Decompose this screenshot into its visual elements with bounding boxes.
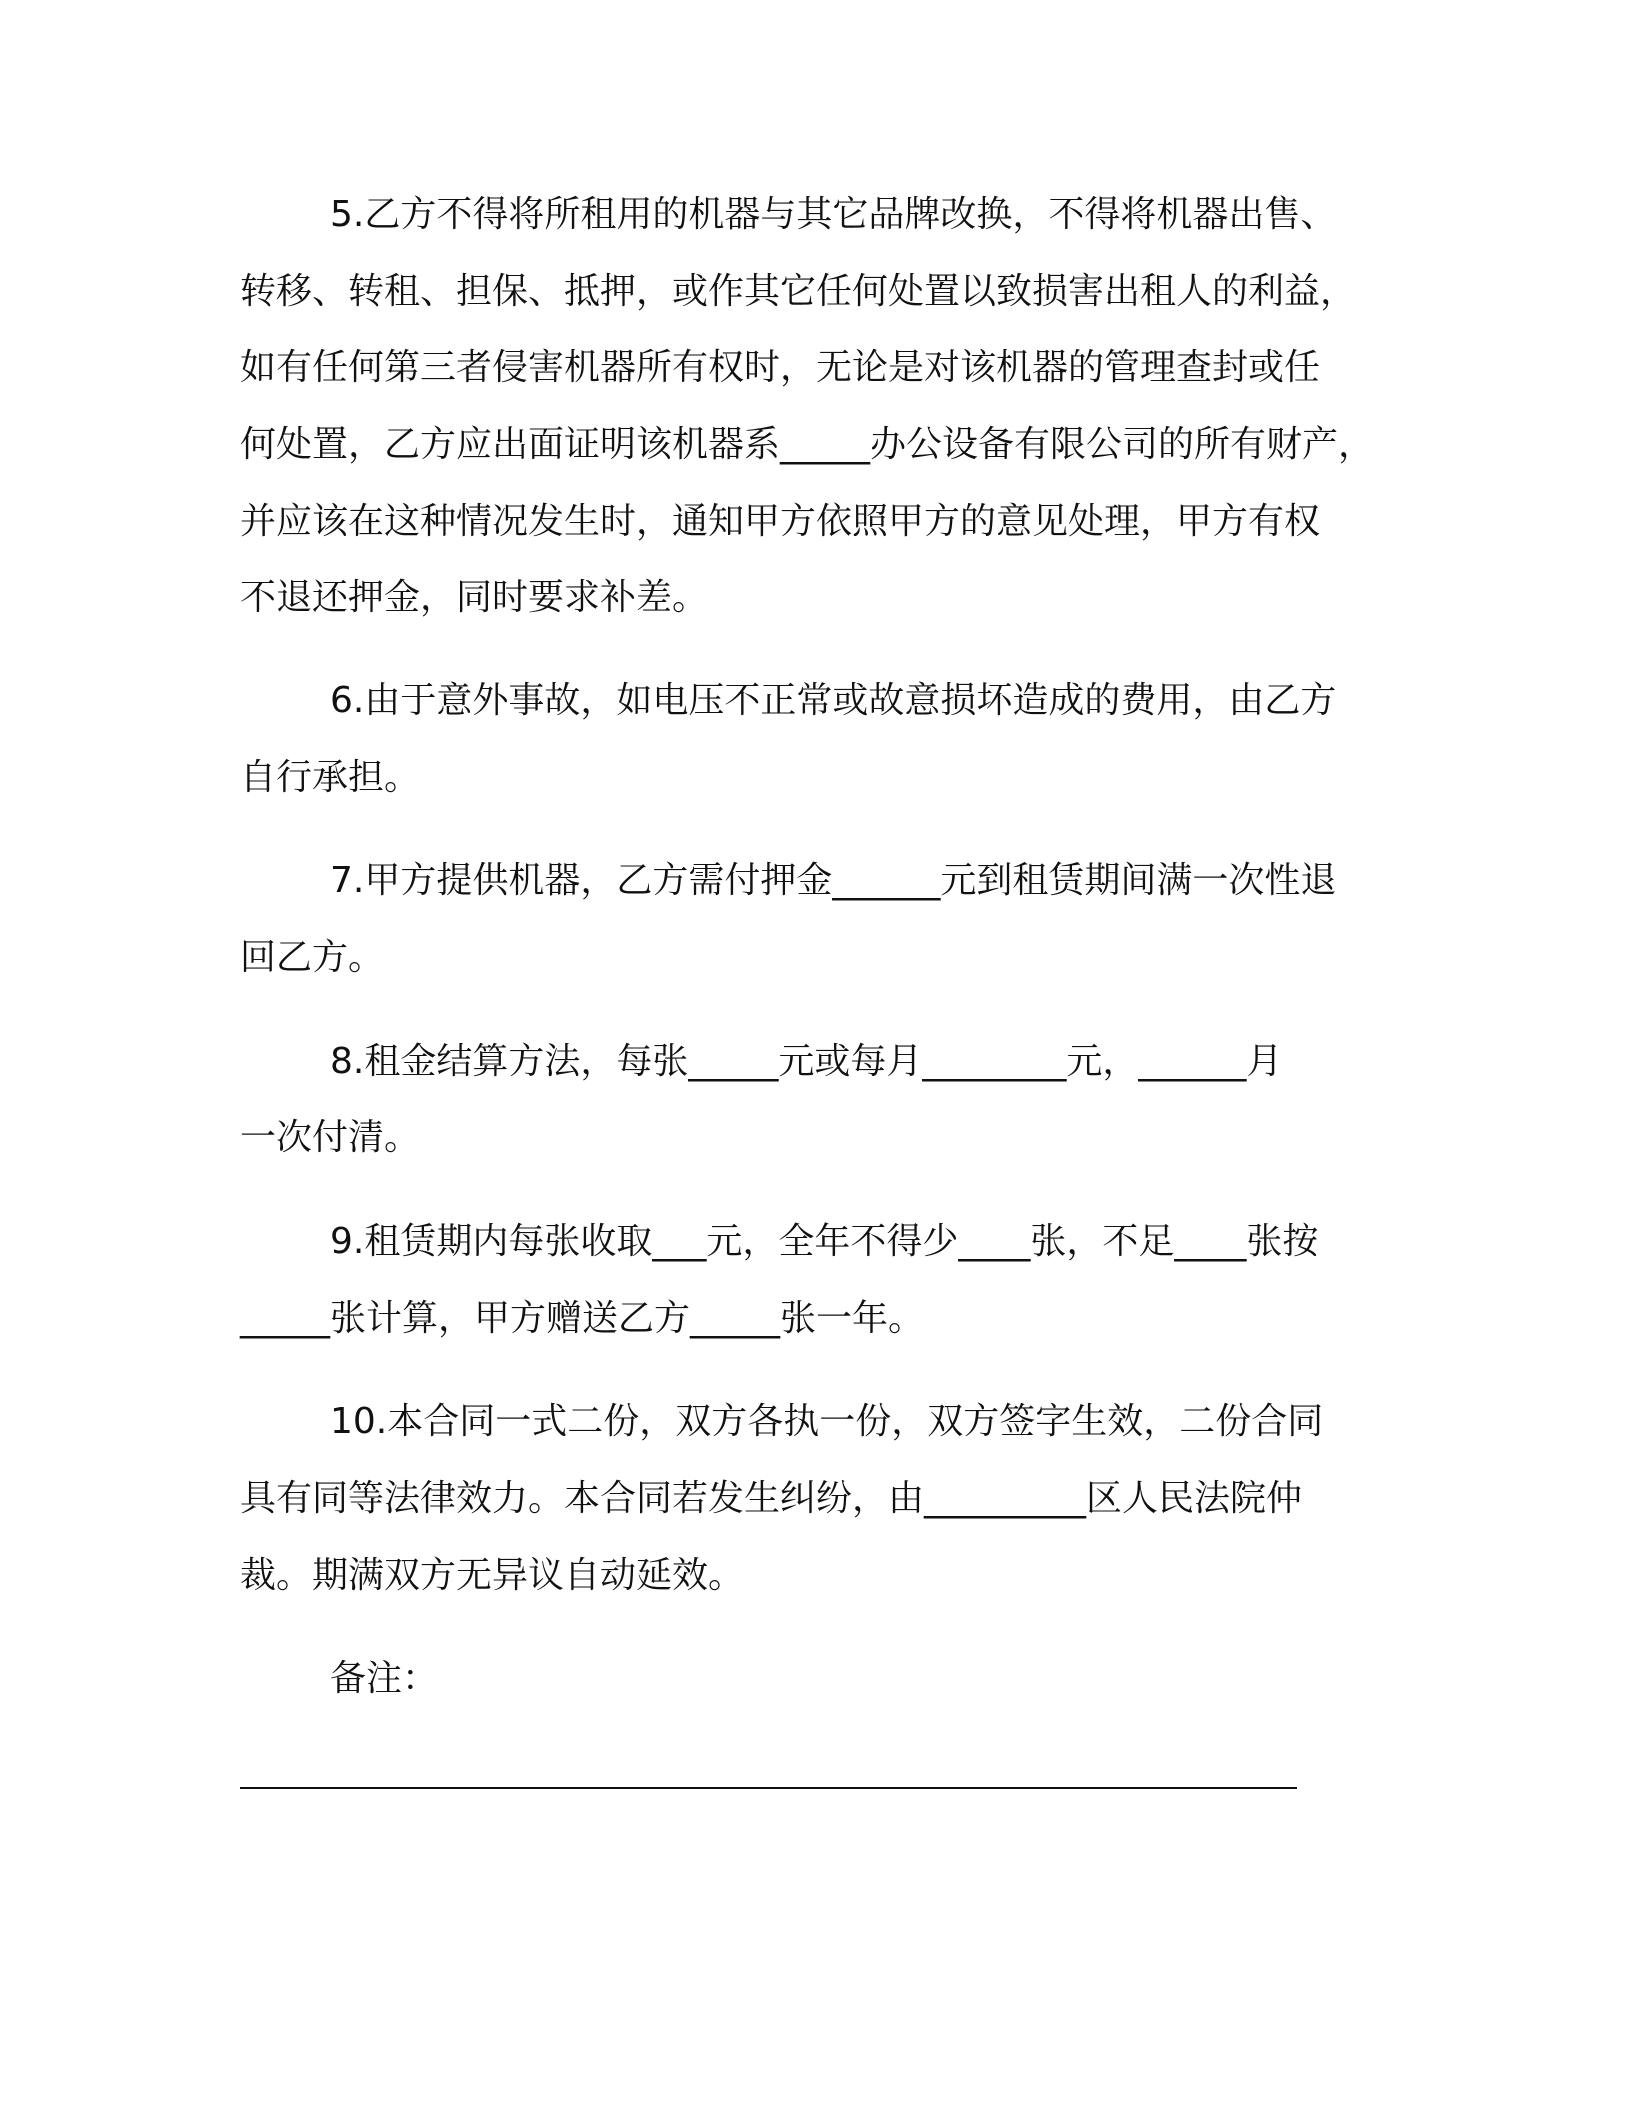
clause-10-line-1: 10.本合同一式二份，双方各执一份，双方签字生效，二份合同 [330, 1401, 1324, 1442]
clause-6-line-2: 自行承担。 [240, 757, 421, 798]
clause-10-line-3: 裁。期满双方无异议自动延效。 [240, 1555, 745, 1596]
remarks-label: 备注： [330, 1658, 439, 1699]
clause-8-line-1: 8.租金结算方法，每张_____元或每月________元，______月 [330, 1041, 1283, 1082]
clause-5-line-2: 转移、转租、担保、抵押，或作其它任何处置以致损害出租人的利益， [240, 271, 1357, 312]
clause-7-line-2: 回乙方。 [240, 937, 385, 978]
clause-7-line-1: 7.甲方提供机器，乙方需付押金______元到租赁期间满一次性退 [330, 860, 1337, 901]
clause-10-line-2: 具有同等法律效力。本合同若发生纠纷，由_________区人民法院仲 [240, 1478, 1303, 1519]
clause-5-line-4: 何处置，乙方应出面证明该机器系_____办公设备有限公司的所有财产， [240, 424, 1375, 465]
clause-5-line-6: 不退还押金，同时要求补差。 [240, 577, 709, 618]
clause-5-line-3: 如有任何第三者侵害机器所有权时，无论是对该机器的管理查封或任 [240, 347, 1321, 388]
clause-5-line-5: 并应该在这种情况发生时，通知甲方依照甲方的意见处理，甲方有权 [240, 501, 1321, 542]
clause-6-line-1: 6.由于意外事故，如电压不正常或故意损坏造成的费用，由乙方 [330, 680, 1337, 721]
clause-9-line-1: 9.租赁期内每张收取___元，全年不得少____张，不足____张按 [330, 1221, 1319, 1262]
clause-8-line-2: 一次付清。 [240, 1117, 421, 1158]
clause-5-line-1: 5.乙方不得将所租用的机器与其它品牌改换，不得将机器出售、 [330, 194, 1337, 235]
clause-9-line-2: _____张计算，甲方赠送乙方_____张一年。 [240, 1298, 925, 1339]
remarks-underline [240, 1787, 1297, 1789]
